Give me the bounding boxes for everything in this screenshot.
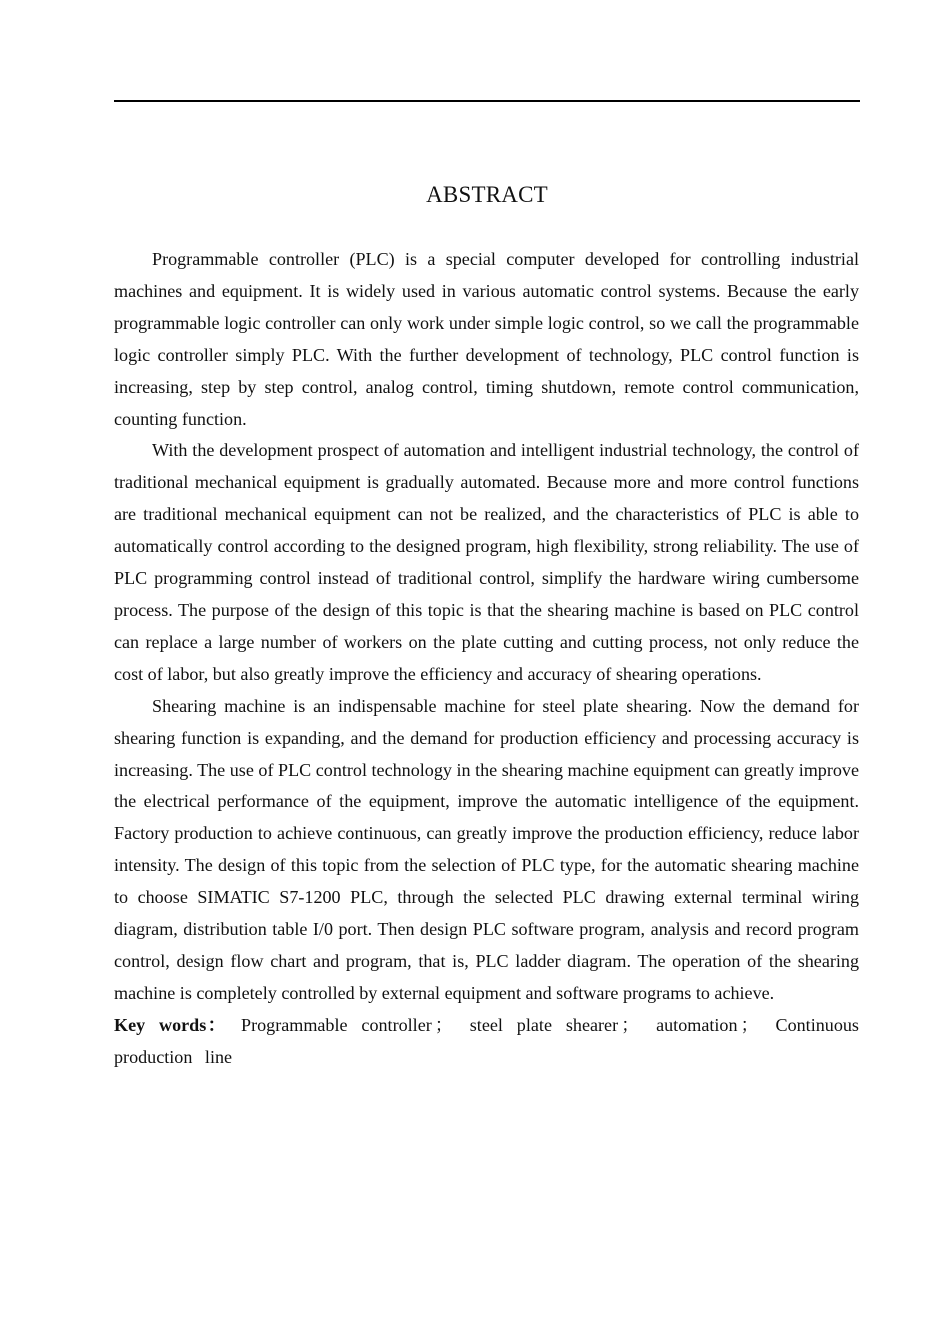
header-rule [114,100,860,102]
keyword-item: Programmable controller [241,1014,432,1035]
keyword-item: automation [656,1014,738,1035]
abstract-title: ABSTRACT [426,182,548,207]
keywords-label: Key words： [114,1014,228,1035]
abstract-body [114,244,859,1074]
keywords-line [114,1010,859,1074]
abstract-paragraph-1: Programmable controller (PLC) is a special computer developed for controlling industrial machines and equipment. It is widely used in various automatic control systems. Because the early programmable logic controller can only work under simple logic control, so we call the programmable logic controller simply PLC. With the further development of technology, PLC control function is increasing, step by step control, analog control, timing shutdown, remote control communication, counting function. [114,249,859,429]
abstract-paragraph-3: Shearing machine is an indispensable machine for steel plate shearing. Now the demand for shearing function is expanding, and the demand for production efficiency and processing accuracy is increasing. The use of PLC control technology in the shearing machine equipment can greatly improve the electrical performance of the equipment, improve the automatic intelligence of the equipment. Factory production to achieve continuous, can greatly improve the production efficiency, reduce labor intensity. The design of this topic from the selection of PLC type, for the automatic shearing machine to choose SIMATIC S7-1200 PLC, through the selected PLC drawing external terminal wiring diagram, distribution table I/0 port. Then design PLC software program, analysis and record program control, design flow chart and program, that is, PLC ladder diagram. The operation of the shearing machine is completely controlled by external equipment and software programs to achieve. [114,695,859,1003]
keyword-item: Continuous production line [114,1014,859,1067]
keyword-item: steel plate shearer [469,1014,619,1035]
keyword-separator: ； [434,1014,453,1035]
keyword-separator: ； [740,1014,759,1035]
keyword-separator: ； [621,1014,640,1035]
abstract-paragraph-2: With the development prospect of automation and intelligent industrial technology, the control of traditional mechanical equipment is gradually automated. Because more and more control functions are traditional mechanical equipment can not be realized, and the characteristics of PLC is able to automatically control according to the designed program, high flexibility, strong reliability. The use of PLC programming control instead of traditional control, simplify the hardware wiring cumbersome process. The purpose of the design of this topic is that the shearing machine is based on PLC control can replace a large number of workers on the plate cutting and cutting process, not only reduce the cost of labor, but also greatly improve the efficiency and accuracy of shearing operations. [114,440,859,684]
